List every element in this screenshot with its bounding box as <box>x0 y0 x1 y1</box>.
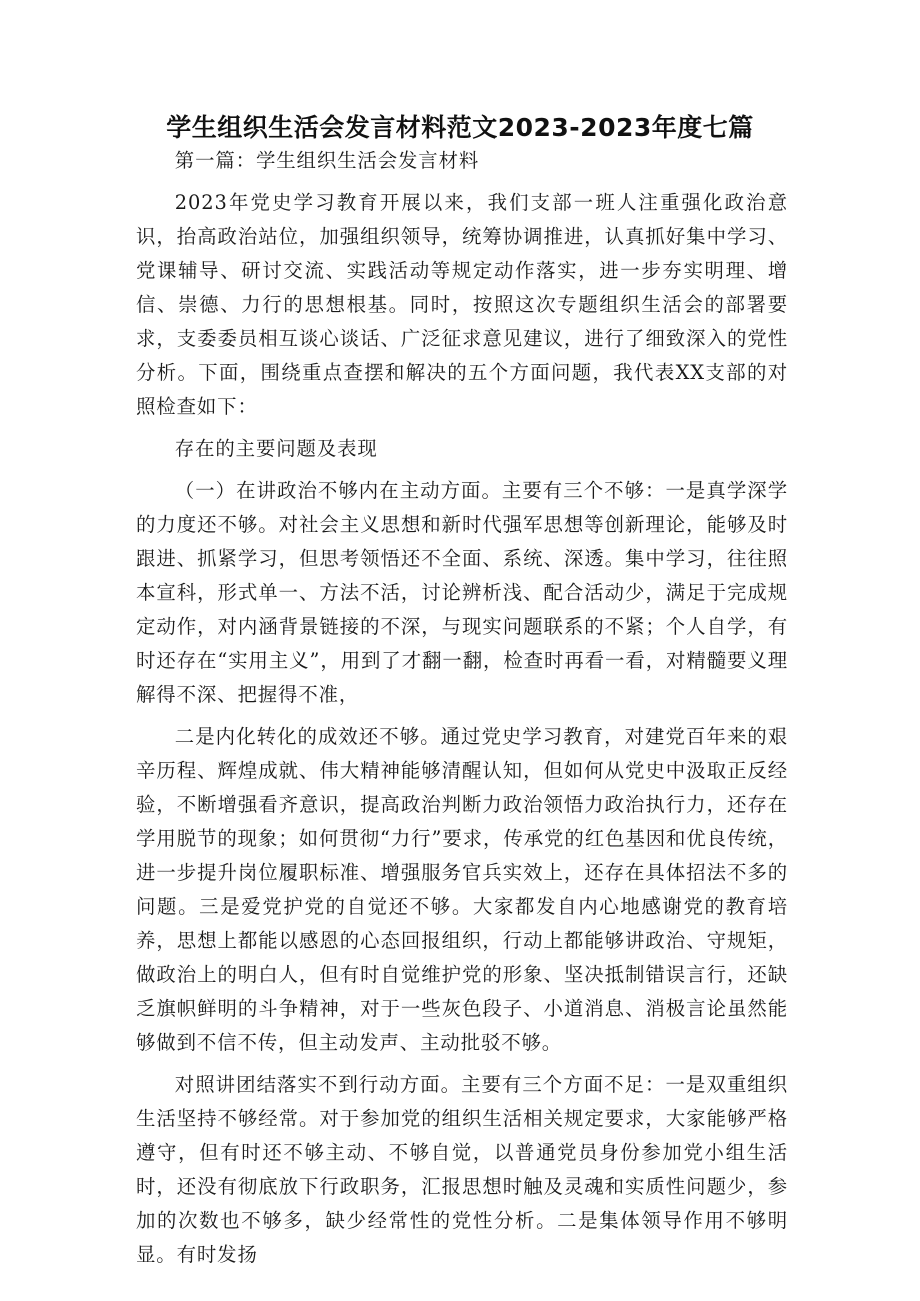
document-title: 学生组织生活会发言材料范文2023-2023年度七篇 <box>166 113 754 142</box>
paragraph: 对照讲团结落实不到行动方面。主要有三个方面不足：一是双重组织生活坚持不够经常。对于参加党的组织生活相关规定要求，大家能够严格遵守，但有时还不够主动、不够自觉，以普通党员身份参加党小组生活时，还没有彻底放下行政职务，汇报思想时触及灵魂和实质性问题少，参加的次数也不够多，缺少经常性的党性分析。二是集体领导作用不够明显。有时发扬 <box>136 1073 788 1266</box>
paragraph: 2023年党史学习教育开展以来，我们支部一班人注重强化政治意识，抬高政治站位，加强组织领导，统筹协调推进，认真抓好集中学习、党课辅导、研讨交流、实践活动等规定动作落实，进一步夯实明理、增信、崇德、力行的思想根基。同时，按照这次专题组织生活会的部署要求，支委委员相互谈心谈话、广泛征求意见建议，进行了细致深入的党性分析。下面，围绕重点查摆和解决的五个方面问题，我代表XX支部的对照检查如下： <box>136 191 788 418</box>
subsection-heading: 存在的主要问题及表现 <box>174 437 378 460</box>
paragraph: 二是内化转化的成效还不够。通过党史学习教育，对建党百年来的艰辛历程、辉煌成就、伟大精神能够清醒认知，但如何从党史中汲取正反经验，不断增强看齐意识，提高政治判断力政治领悟力政治执行力，还存在学用脱节的现象；如何贯彻“力行”要求，传承党的红色基因和优良传统，进一步提升岗位履职标准、增强服务官兵实效上，还存在具体招法不多的问题。三是爱党护党的自觉还不够。大家都发自内心地感谢党的教育培养，思想上都能以感恩的心态回报组织，行动上都能够讲政治、守规矩，做政治上的明白人，但有时自觉维护党的形象、坚决抵制错误言行，还缺乏旗帜鲜明的斗争精神，对于一些灰色段子、小道消息、消极言论虽然能够做到不信不传，但主动发声、主动批驳不够。 <box>136 725 788 1054</box>
paragraph: （一）在讲政治不够内在主动方面。主要有三个不够：一是真学深学的力度还不够。对社会主义思想和新时代强军思想等创新理论，能够及时跟进、抓紧学习，但思考领悟还不全面、系统、深透。集中学习，往往照本宣科，形式单一、方法不活，讨论辨析浅、配合活动少，满足于完成规定动作，对内涵背景链接的不深，与现实问题联系的不紧；个人自学，有时还存在“实用主义”，用到了才翻一翻，检查时再看一看，对精髓要义理解得不深、把握得不准， <box>136 479 788 706</box>
document-body <box>136 144 788 1280</box>
section-heading: 第一篇：学生组织生活会发言材料 <box>174 149 480 172</box>
